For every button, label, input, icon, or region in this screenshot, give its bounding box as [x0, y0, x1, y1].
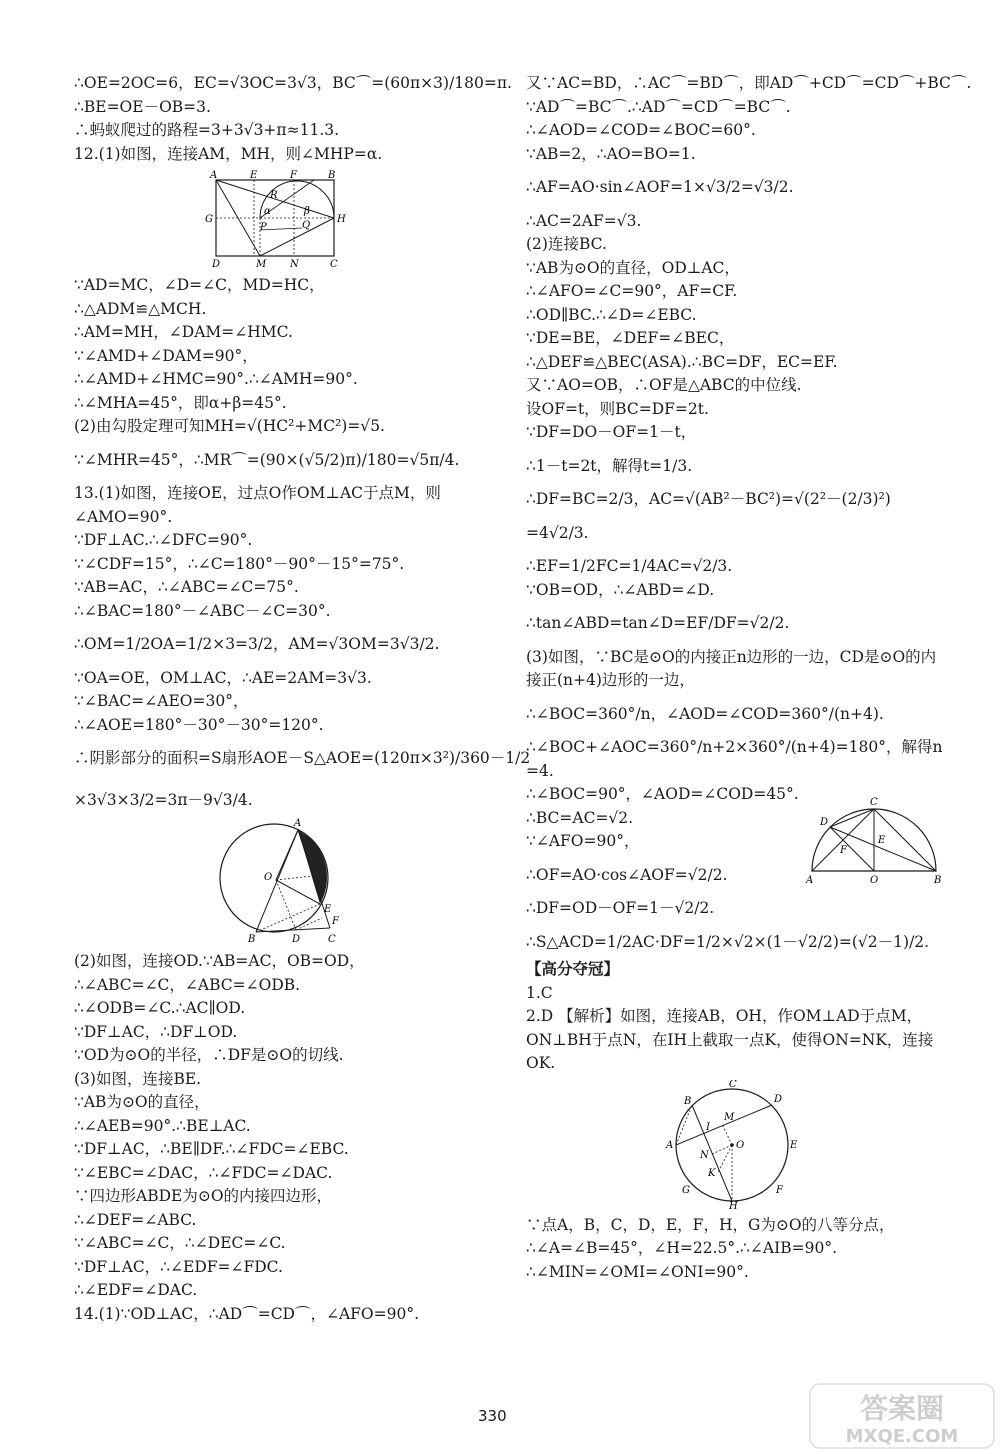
text-line: ∵∠CDF=15°，∴∠C=180°－90°－15°=75°.: [74, 554, 405, 573]
figure-q12-svg: [204, 170, 354, 270]
fig12-label: B: [328, 170, 336, 181]
text-line: ∵AB=2，∴AO=BO=1.: [526, 144, 696, 163]
fig12-label: β: [304, 206, 310, 217]
text-line: ∵∠ABC=∠C，∴∠DEC=∠C.: [74, 1234, 286, 1252]
text-line: ∵∠AFO=90°，: [526, 832, 640, 850]
answer-2: 2.D 【解析】如图，连接AB，OH，作OM⊥AD于点M，ON⊥BH于点N，在IH上截取一点K，使得ON=NK，连接OK.: [526, 1007, 934, 1072]
text-line: (3)如图，连接BE.: [74, 1069, 202, 1088]
text-line: ∵DF⊥AC.∴∠DFC=90°.: [74, 531, 253, 549]
text-line: ∴AM=MH，∠DAM=∠HMC.: [74, 323, 293, 341]
fig12-label: P: [260, 222, 267, 233]
text-line: ∴OM=1/2OA=1/2×3=3/2，AM=√3OM=3√3/2.: [74, 635, 440, 653]
fig13-label: O: [264, 872, 273, 883]
fig12-label: R: [270, 190, 278, 201]
fig12-label: N: [290, 259, 299, 270]
text-line: ∵∠BAC=∠AEO=30°，: [74, 692, 249, 710]
oct-label: N: [700, 1149, 709, 1161]
text-line: ∴∠A=∠B=45°，∠H=22.5°.∴∠AIB=90°.: [526, 1239, 837, 1257]
question-13-start: 13.(1)如图，连接OE，过点O作OM⊥AC于点M，则∠AMO=90°.: [74, 484, 441, 526]
fig12-label: C: [330, 259, 338, 270]
watermark-logo: [808, 1382, 996, 1450]
figure-q14: [804, 795, 944, 893]
oct-label: D: [774, 1093, 783, 1105]
text-line: ∴∠AOD=∠COD=∠BOC=60°.: [526, 121, 756, 139]
text-line: ∵DF⊥AC，∴BE∥DF.∴∠FDC=∠EBC.: [74, 1140, 349, 1158]
text-line: ∴OE=2OC=6，EC=√3OC=3√3，BC⌒=(60π×3)/180=π.: [74, 74, 512, 92]
text-line: ∴∠ODB=∠C.∴AC∥OD.: [74, 999, 246, 1017]
watermark-svg: [808, 1382, 996, 1450]
fig13-label: F: [332, 916, 339, 927]
left-column: [74, 72, 531, 1326]
text-line: ∵AD=MC，∠D=∠C，MD=HC，: [74, 276, 325, 294]
fig12-label: M: [256, 259, 267, 270]
text-line: ∵∠AMD+∠DAM=90°，: [74, 346, 258, 365]
fig13-label: B: [248, 934, 256, 945]
fig13-label: C: [328, 934, 336, 945]
right-column: [526, 72, 972, 1284]
q14-part3-block: [526, 783, 946, 954]
fig13-label: D: [292, 934, 301, 945]
text-line: ∵DF⊥AC，∴DF⊥OD.: [74, 1022, 238, 1041]
text-line: ∴EF=1/2FC=1/4AC=√2/3.: [526, 557, 733, 575]
text-line: ∵DF⊥AC，∴∠EDF=∠FDC.: [74, 1257, 283, 1276]
text-line: ∴∠MHA=45°，即α+β=45°.: [74, 393, 287, 412]
oct-label: O: [736, 1139, 745, 1151]
answer-1: 1.C: [526, 983, 553, 1002]
watermark-text: 答案圈: [859, 1392, 945, 1425]
text-line: ∵AD⌒=BC⌒.∴AD⌒=CD⌒=BC⌒.: [526, 97, 791, 116]
question-12-start: 12.(1)如图，连接AM，MH，则∠MHP=α.: [74, 144, 383, 163]
text-line: ∴1－t=2t，解得t=1/3.: [526, 456, 693, 475]
fig13-label: A: [294, 818, 302, 829]
page-number: 330: [478, 1407, 507, 1425]
text-line: (3)如图，∵BC是⊙O的内接正n边形的一边，CD是⊙O的内接正(n+4)边形的一边，: [526, 647, 937, 689]
fig14-label: E: [878, 835, 886, 846]
fig12-label: A: [210, 170, 218, 181]
fig12-label: H: [337, 214, 346, 225]
oct-label: B: [684, 1095, 692, 1107]
fig12-label: Q: [302, 220, 311, 231]
figure-octagon-svg: [664, 1080, 800, 1210]
text-line: ∵∠MHR=45°，∴MR⌒=(90×(√5/2)π)/180=√5π/4.: [74, 450, 460, 469]
text-line: ∴∠AMD+∠HMC=90°.∴∠AMH=90°.: [74, 370, 358, 388]
fig14-label: A: [806, 875, 814, 885]
text-line: ×3√3×3/2=3π－9√3/4.: [74, 790, 253, 809]
fig14-label: B: [934, 875, 942, 885]
text-line: 又∵AO=OB，∴OF是△ABC的中位线.: [526, 376, 802, 394]
oct-label: K: [708, 1167, 716, 1179]
oct-label: A: [666, 1139, 674, 1151]
text-line: ∴DF=BC=2/3，AC=√(AB²－BC²)=√(2²－(2/3)²): [526, 490, 891, 508]
text-line: ∵OA=OE，OM⊥AC，∴AE=2AM=3√3.: [74, 668, 372, 687]
text-line: ∴∠DEF=∠ABC.: [74, 1210, 197, 1229]
text-line: ∴∠AFO=∠C=90°，AF=CF.: [526, 282, 738, 300]
figure-q13-svg: [212, 816, 352, 946]
text-line: ∴∠ABC=∠C，∠ABC=∠ODB.: [74, 975, 301, 994]
figure-octagon-circle: [664, 1080, 946, 1210]
oct-label: G: [682, 1184, 690, 1196]
text-line: ∵AB=AC，∴∠ABC=∠C=75°.: [74, 578, 299, 596]
text-line: ∴tan∠ABD=tan∠D=EF/DF=√2/2.: [526, 614, 790, 632]
fig14-label: C: [870, 797, 878, 808]
fig12-label: F: [290, 170, 297, 181]
text-line: =4√2/3.: [526, 523, 589, 542]
text-line: ∴∠AOE=180°－30°－30°=120°.: [74, 715, 324, 734]
text-line: ∴∠BAC=180°－∠ABC－∠C=30°.: [74, 601, 331, 620]
fig12-label: G: [205, 214, 213, 225]
text-line: 又∵AC=BD，∴AC⌒=BD⌒，即AD⌒+CD⌒=CD⌒+BC⌒.: [526, 74, 972, 92]
oct-label: F: [776, 1184, 783, 1196]
text-line: ∴DF=OD－OF=1－√2/2.: [526, 899, 715, 917]
oct-label: I: [706, 1121, 710, 1133]
text-line: ∵四边形ABDE为⊙O的内接四边形，: [74, 1187, 333, 1205]
text-line: ∵AB为⊙O的直径，OD⊥AC，: [526, 258, 740, 277]
text-line: (2)连接BC.: [526, 235, 607, 253]
text-line: ∴△DEF≌△BEC(ASA).∴BC=DF，EC=EF.: [526, 352, 838, 371]
oct-label: E: [790, 1139, 798, 1151]
text-line: ∴∠BOC=360°/n，∠AOD=∠COD=360°/(n+4).: [526, 704, 884, 723]
oct-label: M: [724, 1111, 735, 1123]
text-line: ∴阴影部分的面积=S扇形AOE－S△AOE=(120π×3²)/360－1/2: [74, 749, 531, 767]
text-line: ∵∠EBC=∠DAC，∴∠FDC=∠DAC.: [74, 1163, 333, 1182]
text-line: (2)由勾股定理可知MH=√(HC²+MC²)=√5.: [74, 417, 385, 435]
question-14-start: 14.(1)∵OD⊥AC，∴AD⌒=CD⌒，∠AFO=90°.: [74, 1304, 420, 1323]
fig12-label: α: [264, 206, 271, 217]
text-line: ∴蚂蚁爬过的路程=3+3√3+π≈11.3.: [74, 121, 340, 139]
text-line: =4.: [526, 761, 554, 780]
text-line: ∴OD∥BC.∴∠D=∠EBC.: [526, 305, 697, 324]
fig12-label: E: [250, 170, 258, 181]
text-line: ∴∠MIN=∠OMI=∠ONI=90°.: [526, 1262, 749, 1281]
text-line: (2)如图，连接OD.∵AB=AC，OB=OD，: [74, 952, 365, 970]
text-line: ∴BC=AC=√2.: [526, 808, 634, 827]
fig13-label: E: [324, 904, 332, 915]
text-line: ∴∠BOC=90°，∠AOD=∠COD=45°.: [526, 785, 799, 803]
text-line: ∴AF=AO·sin∠AOF=1×√3/2=√3/2.: [526, 178, 794, 196]
text-line: ∴BE=OE－OB=3.: [74, 97, 211, 116]
text-line: ∵OD为⊙O的半径，∴DF是⊙O的切线.: [74, 1046, 344, 1064]
text-line: ∴△ADM≌△MCH.: [74, 299, 207, 318]
figure-q13: [212, 816, 494, 946]
text-line: ∵点A，B，C，D，E，F，H，G为⊙O的八等分点，: [526, 1215, 895, 1234]
oct-label: H: [729, 1200, 738, 1210]
fig14-label: O: [870, 875, 879, 885]
text-line: ∴OF=AO·cos∠AOF=√2/2.: [526, 865, 728, 884]
text-line: ∴∠AEB=90°.∴BE⊥AC.: [74, 1116, 251, 1135]
text-line: 设OF=t，则BC=DF=2t.: [526, 399, 709, 418]
section-title: 【高分夺冠】: [526, 960, 620, 978]
text-line: ∴∠BOC+∠AOC=360°/n+2×360°/(n+4)=180°，解得n: [526, 738, 943, 756]
fig14-label: D: [820, 817, 829, 828]
figure-q12: [204, 170, 494, 270]
text-line: ∵DE=BE，∠DEF=∠BEC，: [526, 329, 735, 347]
text-line: ∵AB为⊙O的直径，: [74, 1093, 210, 1111]
fig14-label: F: [840, 845, 847, 856]
text-line: ∵DF=DO－OF=1－t，: [526, 423, 697, 441]
fig12-label: D: [212, 259, 221, 270]
figure-q14-svg: [804, 795, 944, 885]
oct-label: C: [729, 1079, 737, 1090]
text-line: ∴S△ACD=1/2AC·DF=1/2×√2×(1－√2/2)=(√2－1)/2.: [526, 932, 930, 951]
text-line: ∵OB=OD，∴∠ABD=∠D.: [526, 580, 715, 599]
text-line: ∴∠EDF=∠DAC.: [74, 1281, 198, 1299]
text-line: ∴AC=2AF=√3.: [526, 211, 642, 230]
watermark-url: MXQE.COM: [845, 1426, 959, 1447]
